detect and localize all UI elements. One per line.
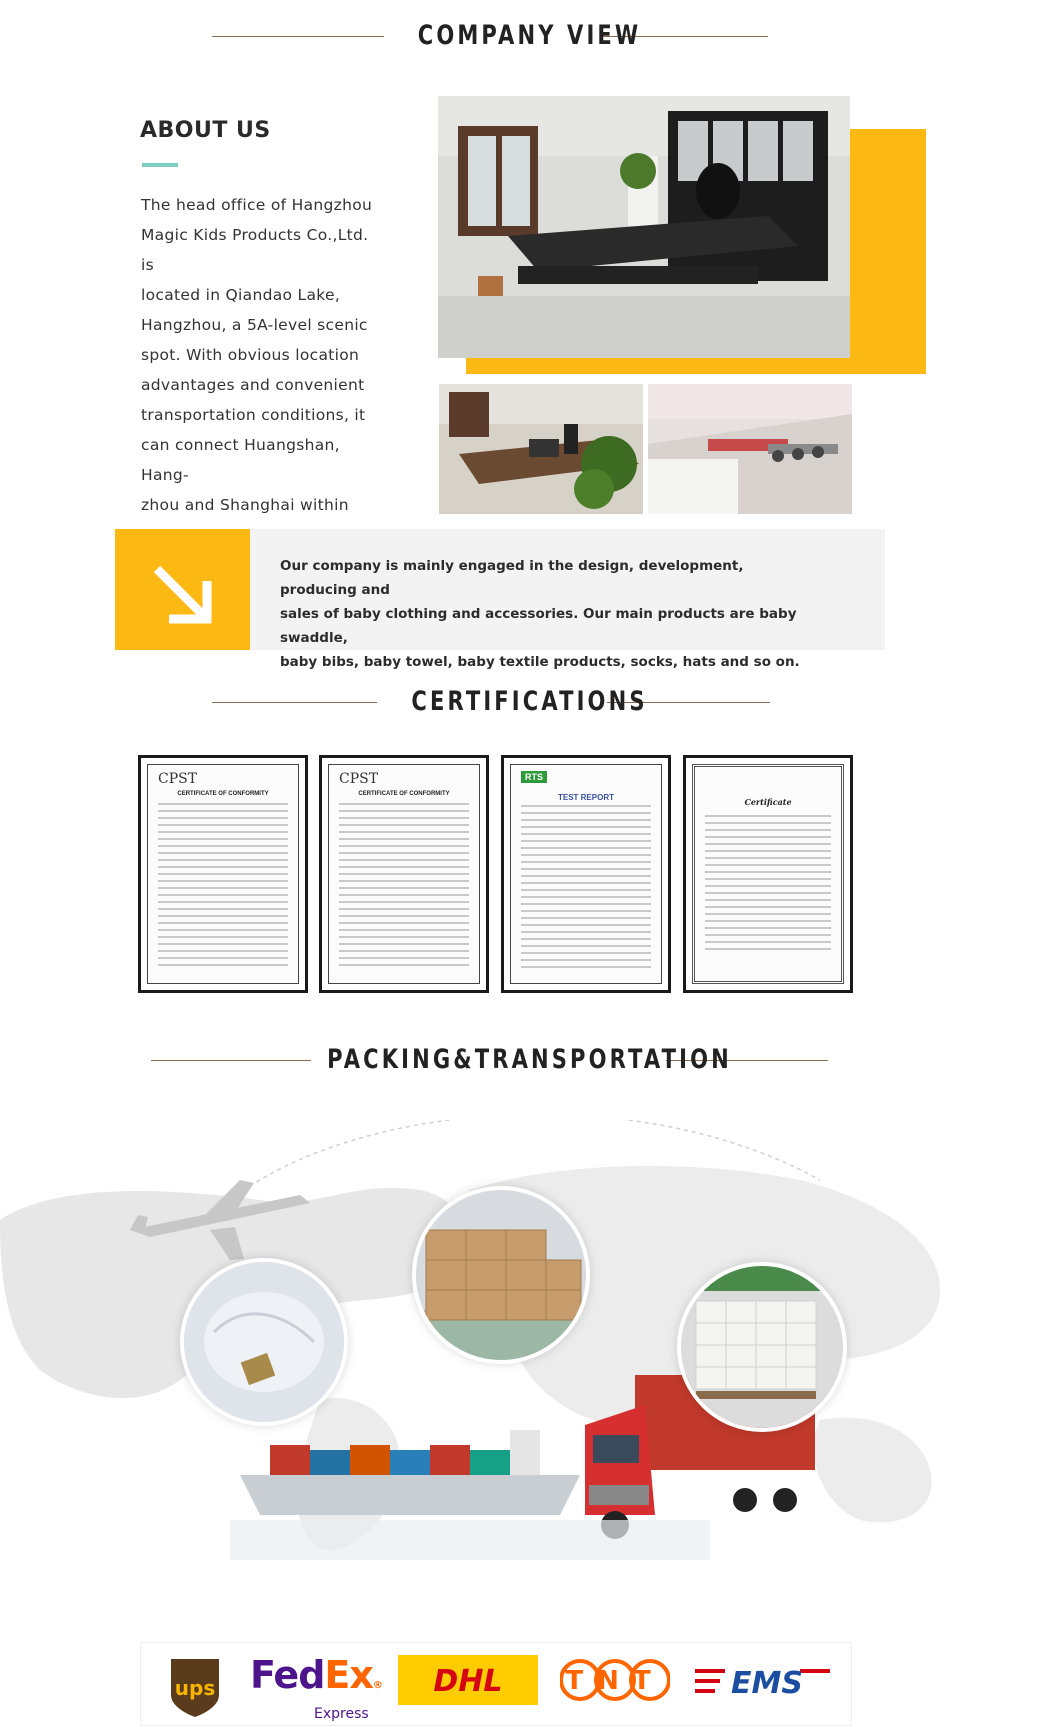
cert-heading: Certificate (744, 797, 792, 807)
banner-line: baby bibs, baby towel, baby textile products, socks, hats and so on. (280, 654, 800, 670)
banner-line: sales of baby clothing and accessories. Our main products are baby swaddle, (280, 606, 797, 646)
certifications-heading (0, 686, 1059, 746)
cert-logo: CPST (158, 771, 198, 787)
fedex-logo: FedEx® Express (250, 1653, 382, 1722)
about-us-accent-bar (142, 163, 178, 167)
about-line: Hangzhou, a 5A-level scenic (141, 316, 368, 334)
cert-heading: CERTIFICATE OF CONFORMITY (358, 791, 450, 797)
certificate-card (683, 755, 853, 993)
about-line: Magic Kids Products Co.,Ltd. is (141, 226, 369, 274)
cert-logo: CPST (339, 771, 379, 787)
dhl-logo (398, 1655, 538, 1715)
ems-logo-text: EMS (731, 1666, 803, 1701)
dhl-logo-text: DHL (433, 1664, 503, 1699)
factory-photo (648, 384, 852, 514)
company-view-heading (0, 20, 1059, 80)
cert-heading: TEST REPORT (557, 793, 614, 802)
about-line: located in Qiandao Lake, (141, 286, 341, 304)
cert-logo: RTS (521, 771, 547, 783)
about-line: spot. With obvious location (141, 346, 360, 364)
section-title: COMPANY VIEW (417, 20, 642, 51)
business-description (280, 554, 800, 674)
fedex-express-text: Express (314, 1706, 369, 1722)
container-loading-photo (677, 1262, 847, 1432)
arrow-icon (115, 529, 250, 650)
certificate-card (138, 755, 308, 993)
photo-accent-block (850, 129, 926, 374)
about-line: can connect Huangshan, Hang- (141, 436, 340, 484)
cartons-warehouse-photo (412, 1186, 590, 1364)
office-photo (439, 384, 643, 514)
section-title: CERTIFICATIONS (411, 686, 648, 717)
tnt-logo (560, 1655, 670, 1715)
certificate-card (501, 755, 671, 993)
about-line: advantages and convenient (141, 376, 365, 394)
office-photo (438, 96, 850, 358)
about-us-title: ABOUT US (140, 118, 271, 143)
ems-logo (695, 1655, 835, 1715)
packaged-product-photo (180, 1258, 348, 1426)
ups-logo (165, 1655, 225, 1715)
about-line: The head office of Hangzhou (141, 196, 373, 214)
about-line: transportation conditions, it (141, 406, 366, 424)
packing-heading (0, 1044, 1059, 1104)
certificate-card (319, 755, 489, 993)
section-title: PACKING&TRANSPORTATION (327, 1044, 732, 1075)
ups-logo-text: ups (174, 1676, 216, 1700)
tnt-logo-text: TNT (565, 1666, 665, 1696)
banner-line: Our company is mainly engaged in the design, development, producing and (280, 558, 744, 598)
cert-heading: CERTIFICATE OF CONFORMITY (177, 791, 269, 797)
about-line: zhou and Shanghai within (141, 496, 349, 514)
